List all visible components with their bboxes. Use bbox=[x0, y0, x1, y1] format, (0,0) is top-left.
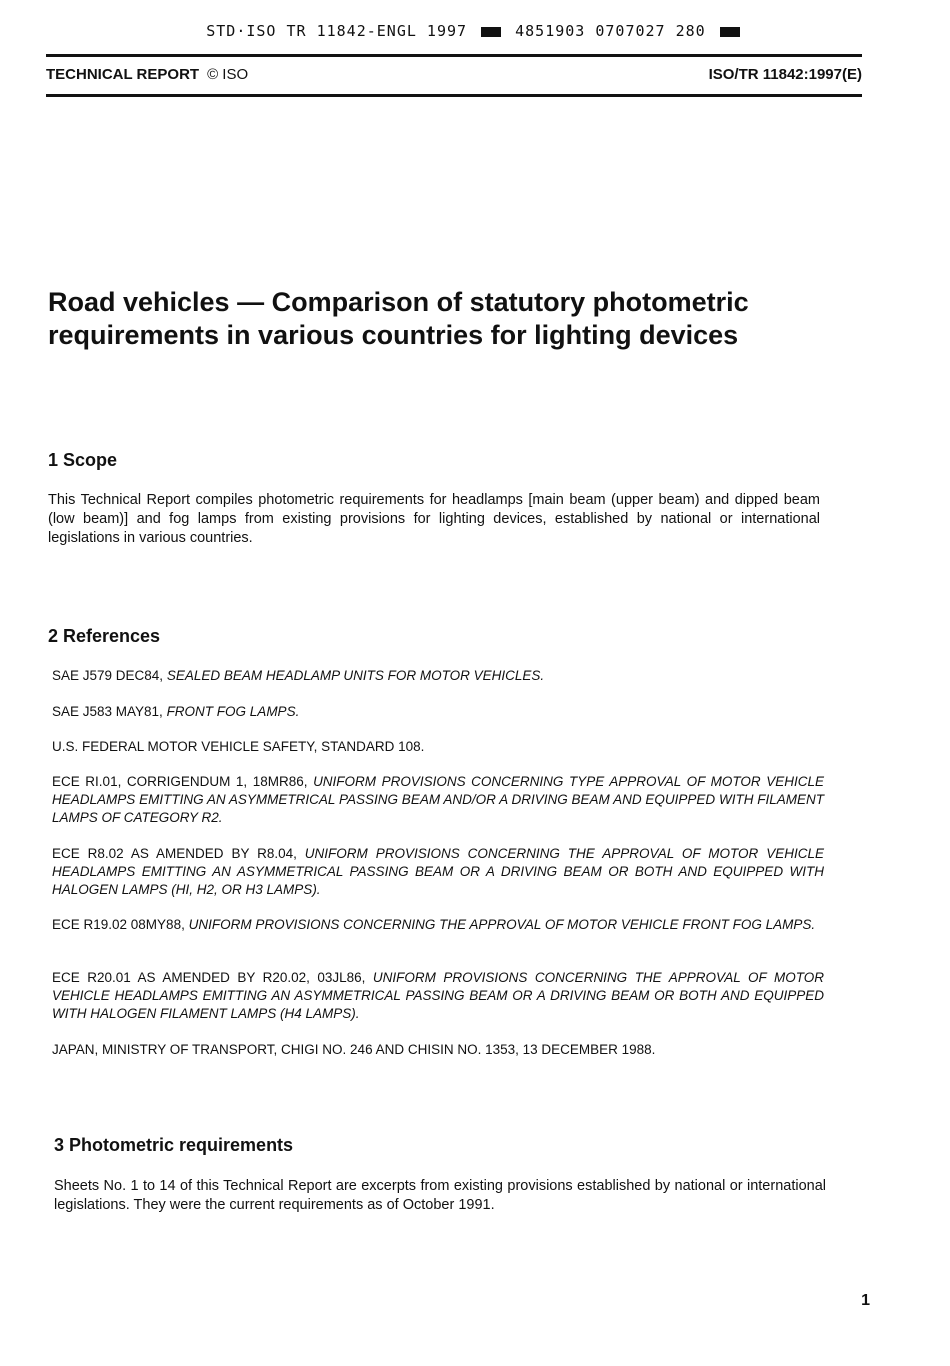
reference-item: ECE RI.01, CORRIGENDUM 1, 18MR86, UNIFORM PROVISIONS CONCERNING TYPE APPROVAL OF MOTOR VEHICLE HEADLAMPS EMITTING AN ASYMMETRICAL PASSING BEAM AND/OR A DRIVING BEAM AND EQUIPPED WITH FILAMENT LAMPS OF CATEGORY R2. bbox=[52, 774, 824, 825]
header-doc-number: ISO/TR 11842:1997(E) bbox=[708, 66, 862, 83]
reference-item: SAE J579 DEC84, SEALED BEAM HEADLAMP UNITS FOR MOTOR VEHICLES. bbox=[52, 668, 545, 683]
document-stamp bbox=[0, 22, 950, 40]
scope-text: This Technical Report compiles photometric requirements for headlamps [main beam (upper beam) and dipped beam (low beam)] and fog lamps from existing provisions for lighting devices, established by national or international legislations in various countries. bbox=[48, 492, 820, 546]
photometric-text: Sheets No. 1 to 14 of this Technical Report are excerpts from existing provisions established by national or international legislations. They were the current requirements as of October 1991. bbox=[54, 1178, 826, 1213]
stamp-text-2: 4851903 0707027 280 bbox=[515, 22, 706, 40]
stamp-block-2 bbox=[720, 27, 740, 37]
reference-item: JAPAN, MINISTRY OF TRANSPORT, CHIGI NO. 246 AND CHISIN NO. 1353, 13 DECEMBER 1988. bbox=[52, 1042, 656, 1057]
running-header bbox=[46, 66, 862, 83]
header-report-type: TECHNICAL REPORT bbox=[46, 66, 200, 83]
references-heading: 2 References bbox=[48, 626, 161, 646]
stamp-block-1 bbox=[481, 27, 501, 37]
photometric-heading: 3 Photometric requirements bbox=[54, 1135, 294, 1155]
document-title: Road vehicles — Comparison of statutory photometric requirements in various countries for lighting devices bbox=[48, 287, 749, 350]
header-rule-top bbox=[46, 54, 862, 57]
reference-item: ECE R20.01 AS AMENDED BY R20.02, 03JL86, UNIFORM PROVISIONS CONCERNING THE APPROVAL OF MOTOR VEHICLE HEADLAMPS EMITTING AN ASYMMETRICAL PASSING BEAM OR A DRIVING BEAM OR BOTH AND EQUIPPED WITH HALOGEN FILAMENT LAMPS (H4 LAMPS). bbox=[52, 970, 824, 1021]
reference-item: ECE R8.02 AS AMENDED BY R8.04, UNIFORM PROVISIONS CONCERNING THE APPROVAL OF MOTOR VEHICLE HEADLAMPS EMITTING AN ASYMMETRICAL PASSING BEAM OR A DRIVING BEAM OR BOTH AND EQUIPPED WITH HALOGEN LAMPS (HI, H2, OR H3 LAMPS). bbox=[52, 846, 824, 897]
header-rule-bottom bbox=[46, 94, 862, 97]
scope-heading: 1 Scope bbox=[48, 450, 118, 470]
header-copyright: © ISO bbox=[207, 66, 249, 83]
reference-item: SAE J583 MAY81, FRONT FOG LAMPS. bbox=[52, 704, 300, 719]
stamp-text-1: STD·ISO TR 11842-ENGL 1997 bbox=[206, 22, 468, 40]
reference-item: ECE R19.02 08MY88, UNIFORM PROVISIONS CONCERNING THE APPROVAL OF MOTOR VEHICLE FRONT FOG LAMPS. bbox=[52, 917, 816, 932]
page-number: 1 bbox=[861, 1292, 870, 1309]
reference-item: U.S. FEDERAL MOTOR VEHICLE SAFETY, STANDARD 108. bbox=[52, 739, 425, 754]
